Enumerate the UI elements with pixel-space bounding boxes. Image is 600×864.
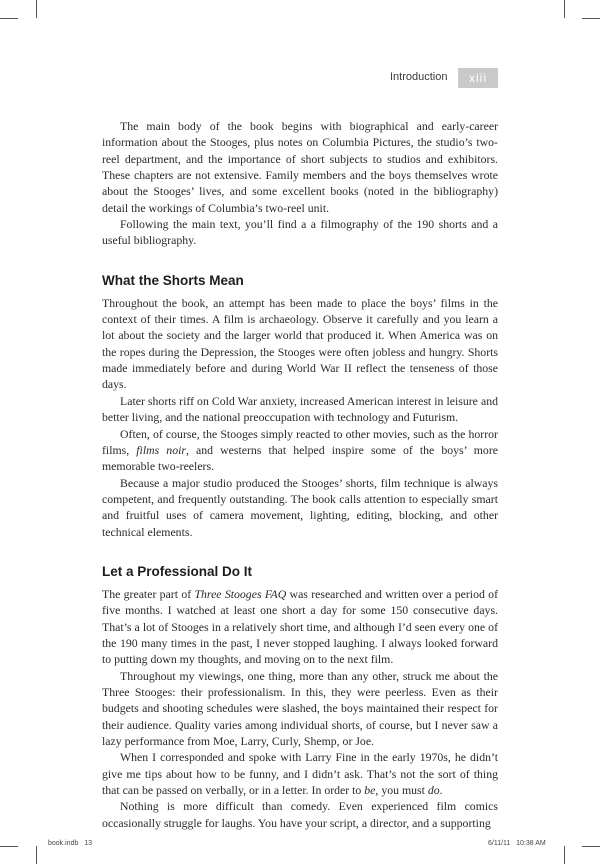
paragraph: Nothing is more difficult than comedy. Even experienced film comics occasionally struggle for laughs. You have your script, a director, and a supporting [102, 799, 498, 830]
paragraph: When I corresponded and spoke with Larry Fine in the early 1970s, he didn’t give me tips about how to be funny, and I didn’t ask. That’s not the sort of thing that can be passed on verbally, or in a letter. In order to be, you must do. [102, 750, 498, 798]
crop-mark [36, 0, 37, 18]
crop-mark [582, 846, 600, 847]
italic-word: be [364, 783, 376, 798]
crop-mark [564, 0, 565, 18]
paragraph: Later shorts riff on Cold War anxiety, increased American interest in leisure and better living, and the national preoccupation with technology and Futurism. [102, 393, 498, 425]
running-head [380, 68, 498, 88]
paragraph: Because a major studio produced the Stooges’ shorts, film technique is always competent, and frequently outstanding. The book calls attention to especially smart and fruitful uses of camera movement, lighting, editing, blocking, and other technical elements. [102, 475, 498, 539]
crop-mark [0, 846, 18, 847]
crop-mark [564, 846, 565, 864]
crop-mark [0, 18, 18, 19]
paragraph: Often, of course, the Stooges simply reacted to other movies, such as the horror films, films noir, and westerns that helped inspire some of the boys’ more memorable two-reelers. [102, 426, 498, 474]
italic-term: films noir [136, 442, 186, 457]
page-number: xiii [458, 68, 498, 88]
crop-mark [582, 18, 600, 19]
book-title: Three Stooges FAQ [194, 586, 287, 601]
paragraph: Following the main text, you’ll find a a filmography of the 190 shorts and a useful bibliography. [102, 217, 498, 248]
footer-file: book.indb 13 [48, 840, 92, 847]
paragraph: The greater part of Three Stooges FAQ was researched and written over a period of five months. I watched at least one short a day for some 150 consecutive days. That’s a lot of Stooges in a relatively short time, and although I’d seen every one of the 190 many times in the past, I never stopped laughing. I always looked forward to putting down my thoughts, and moving on to the next film. [102, 586, 499, 667]
crop-mark [36, 846, 37, 864]
running-head-title: Introduction [390, 71, 448, 83]
body-text [102, 118, 498, 831]
section-heading: What the Shorts Mean [102, 272, 244, 288]
paragraph: Throughout the book, an attempt has been made to place the boys’ films in the context of their times. A film is archaeology. Observe it carefully and you learn a lot about the society and the larger world that produced it. When America was on the ropes during the Depression, the Stooges were often jobless and hungry. Shorts made immediately before and during World War II reflect the tenseness of those days. [102, 295, 498, 392]
paragraph: Throughout my viewings, one thing, more than any other, struck me about the Three Stooges: their professionalism. In this, they were peerless. Even as their budgets and shooting schedules were slashed, the boys maintained their respect for their audience. Quality varies among individual shorts, of course, but I never saw a lazy performance from Moe, Larry, Curly, Shemp, or Joe. [102, 668, 498, 748]
paragraph: The main body of the book begins with biographical and early-career information about the Stooges, plus notes on Columbia Pictures, the studio’s two-reel department, and the importance of short subjects to studios and exhibitors. These chapters are not extensive. Family members and the boys themselves wrote about the Stooges’ lives, and some excellent books (noted in the bibliography) detail the workings of Columbia’s two-reel unit. [102, 119, 498, 215]
section-heading: Let a Professional Do It [102, 563, 253, 579]
italic-word: do [427, 783, 440, 798]
footer-timestamp: 6/11/11 10:38 AM [488, 840, 546, 847]
